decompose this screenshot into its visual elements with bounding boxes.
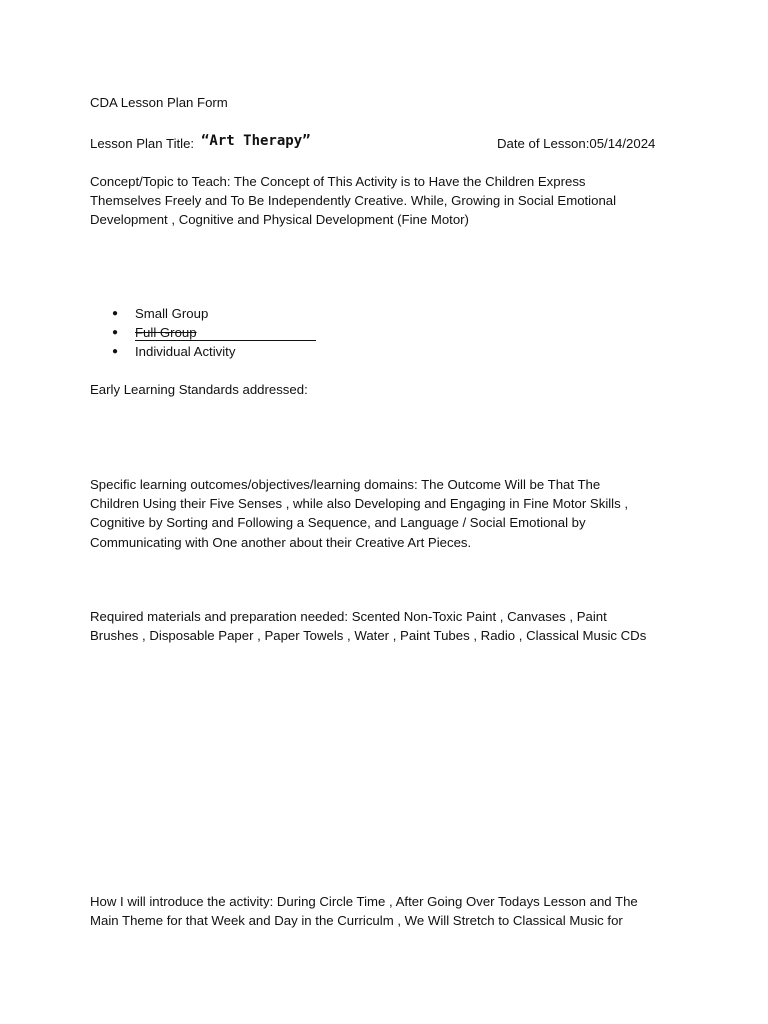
materials-line: Required materials and preparation needed: Scented Non-Toxic Paint , Canvases , Paint	[90, 609, 607, 624]
list-item-label-struck: Full Group	[135, 326, 316, 341]
materials-paragraph	[90, 607, 670, 645]
bullet-icon: ●	[112, 308, 119, 319]
outcomes-line: Communicating with One another about their Creative Art Pieces.	[90, 534, 472, 550]
list-item-label: Small Group	[135, 306, 209, 321]
list-item-label: Individual Activity	[135, 344, 236, 360]
list-item-full-group	[112, 323, 316, 342]
list-item-individual-activity	[112, 342, 316, 361]
outcomes-line: Specific learning outcomes/objectives/learning domains: The Outcome Will be That The	[90, 477, 601, 492]
lesson-title-value: “Art Therapy”	[201, 133, 311, 149]
lesson-title-row	[90, 132, 664, 154]
standards-label: Early Learning Standards addressed:	[90, 382, 308, 397]
date-of-lesson: Date of Lesson:05/14/2024	[497, 136, 656, 151]
concept-line: Themselves Freely and To Be Independently Creative. While, Growing in Social Emotional	[90, 193, 617, 209]
outcomes-paragraph	[90, 475, 670, 552]
list-item-small-group	[112, 304, 316, 323]
introduce-paragraph	[90, 892, 670, 930]
form-title: CDA Lesson Plan Form	[90, 95, 228, 110]
outcomes-line: Cognitive by Sorting and Following a Sequence, and Language / Social Emotional by	[90, 515, 586, 531]
concept-paragraph	[90, 172, 670, 230]
bullet-icon: ●	[112, 327, 119, 339]
introduce-line: How I will introduce the activity: During Circle Time , After Going Over Todays Lesson and The	[90, 894, 638, 909]
bullet-icon: ●	[112, 346, 119, 358]
lesson-title-label: Lesson Plan Title:	[90, 136, 195, 151]
materials-line: Brushes , Disposable Paper , Paper Towels , Water , Paint Tubes , Radio , Classical Music CDs	[90, 628, 647, 644]
concept-line: Concept/Topic to Teach: The Concept of This Activity is to Have the Children Express	[90, 174, 586, 189]
outcomes-line: Children Using their Five Senses , while also Developing and Engaging in Fine Motor Skills ,	[90, 496, 629, 512]
group-type-list	[112, 304, 316, 362]
introduce-line: Main Theme for that Week and Day in the Curriculm , We Will Stretch to Classical Music for	[90, 913, 623, 929]
concept-line: Development , Cognitive and Physical Development (Fine Motor)	[90, 212, 469, 228]
